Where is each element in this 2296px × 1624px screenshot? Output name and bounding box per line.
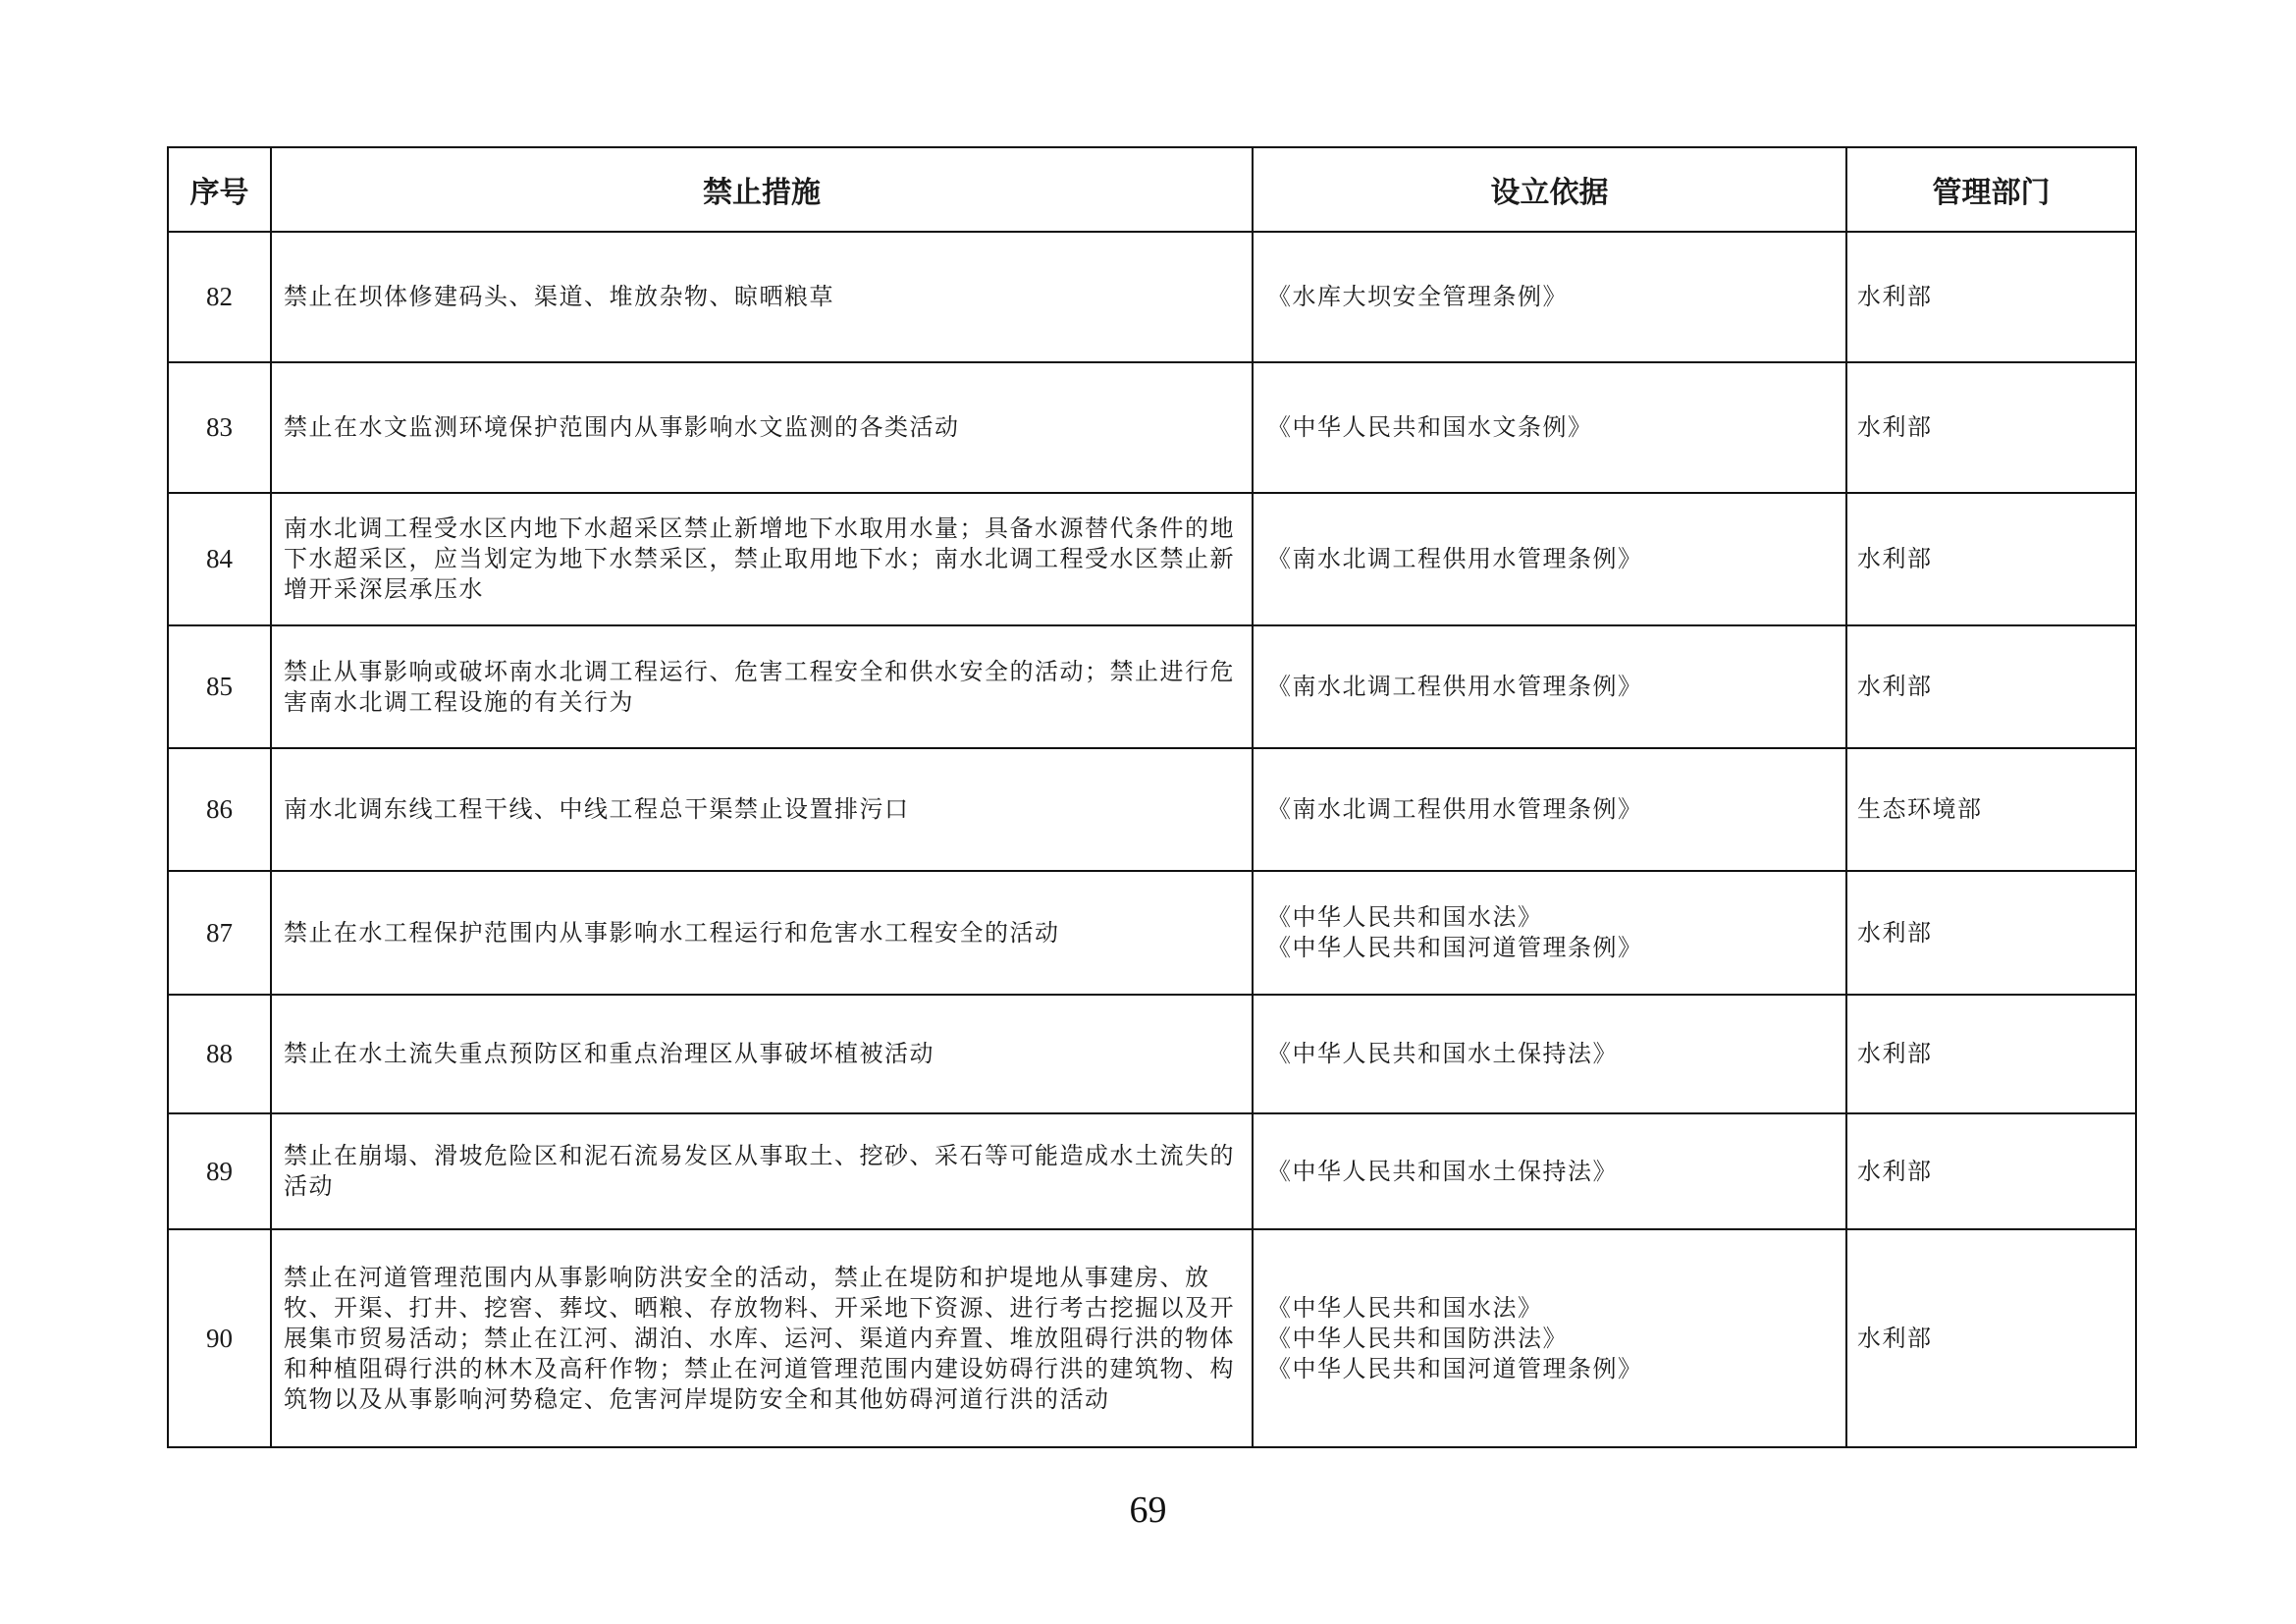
row-dept: 水利部 xyxy=(1846,625,2136,748)
row-dept: 水利部 xyxy=(1846,1229,2136,1447)
row-dept: 生态环境部 xyxy=(1846,748,2136,871)
row-measure: 禁止在崩塌、滑坡危险区和泥石流易发区从事取土、挖砂、采石等可能造成水土流失的活动 xyxy=(271,1113,1253,1229)
row-dept: 水利部 xyxy=(1846,232,2136,362)
basis-line: 《南水北调工程供用水管理条例》 xyxy=(1267,673,1643,700)
basis-line: 《中华人民共和国防洪法》 xyxy=(1267,1324,1568,1352)
table-row xyxy=(168,625,2136,748)
header-basis: 设立依据 xyxy=(1253,147,1846,232)
header-seq: 序号 xyxy=(168,147,271,232)
basis-line: 《中华人民共和国河道管理条例》 xyxy=(1267,934,1643,961)
row-measure: 南水北调东线工程干线、中线工程总干渠禁止设置排污口 xyxy=(271,748,1253,871)
row-measure: 南水北调工程受水区内地下水超采区禁止新增地下水取用水量；具备水源替代条件的地下水超采区，应当划定为地下水禁采区，禁止取用地下水；南水北调工程受水区禁止新增开采深层承压水 xyxy=(271,493,1253,625)
row-measure: 禁止在坝体修建码头、渠道、堆放杂物、晾晒粮草 xyxy=(271,232,1253,362)
basis-line: 《水库大坝安全管理条例》 xyxy=(1267,283,1568,310)
row-basis xyxy=(1253,625,1846,748)
page-number: 69 xyxy=(1129,1489,1167,1531)
table-body xyxy=(168,232,2136,1447)
row-basis xyxy=(1253,995,1846,1113)
row-dept: 水利部 xyxy=(1846,1113,2136,1229)
row-basis xyxy=(1253,232,1846,362)
row-seq: 87 xyxy=(168,871,271,995)
table-row xyxy=(168,493,2136,625)
row-dept: 水利部 xyxy=(1846,362,2136,493)
prohibition-table xyxy=(167,146,2137,1448)
row-measure: 禁止在水工程保护范围内从事影响水工程运行和危害水工程安全的活动 xyxy=(271,871,1253,995)
basis-line: 《中华人民共和国水法》 xyxy=(1267,903,1543,931)
basis-line: 《中华人民共和国水土保持法》 xyxy=(1267,1157,1618,1185)
row-seq: 89 xyxy=(168,1113,271,1229)
row-seq: 86 xyxy=(168,748,271,871)
basis-line: 《南水北调工程供用水管理条例》 xyxy=(1267,795,1643,823)
row-seq: 83 xyxy=(168,362,271,493)
basis-line: 《中华人民共和国水法》 xyxy=(1267,1293,1543,1322)
basis-line: 《中华人民共和国水文条例》 xyxy=(1267,413,1593,441)
header-row xyxy=(168,147,2136,232)
row-measure: 禁止在水文监测环境保护范围内从事影响水文监测的各类活动 xyxy=(271,362,1253,493)
table-row xyxy=(168,995,2136,1113)
row-seq: 84 xyxy=(168,493,271,625)
table-row xyxy=(168,748,2136,871)
row-seq: 88 xyxy=(168,995,271,1113)
row-measure: 禁止在水土流失重点预防区和重点治理区从事破坏植被活动 xyxy=(271,995,1253,1113)
row-basis xyxy=(1253,493,1846,625)
row-basis xyxy=(1253,1113,1846,1229)
row-dept: 水利部 xyxy=(1846,871,2136,995)
table-row xyxy=(168,1113,2136,1229)
row-seq: 90 xyxy=(168,1229,271,1447)
row-basis xyxy=(1253,1229,1846,1447)
table-header xyxy=(168,147,2136,232)
table-row xyxy=(168,362,2136,493)
table-row xyxy=(168,1229,2136,1447)
row-basis xyxy=(1253,871,1846,995)
row-seq: 82 xyxy=(168,232,271,362)
basis-line: 《南水北调工程供用水管理条例》 xyxy=(1267,545,1643,572)
row-dept: 水利部 xyxy=(1846,493,2136,625)
row-seq: 85 xyxy=(168,625,271,748)
row-dept: 水利部 xyxy=(1846,995,2136,1113)
row-measure: 禁止从事影响或破坏南水北调工程运行、危害工程安全和供水安全的活动；禁止进行危害南水北调工程设施的有关行为 xyxy=(271,625,1253,748)
header-dept: 管理部门 xyxy=(1846,147,2136,232)
basis-line: 《中华人民共和国河道管理条例》 xyxy=(1267,1354,1643,1382)
row-basis xyxy=(1253,362,1846,493)
row-basis xyxy=(1253,748,1846,871)
header-measure: 禁止措施 xyxy=(271,147,1253,232)
basis-line: 《中华人民共和国水土保持法》 xyxy=(1267,1040,1618,1067)
table-row xyxy=(168,232,2136,362)
table-row xyxy=(168,871,2136,995)
row-measure: 禁止在河道管理范围内从事影响防洪安全的活动，禁止在堤防和护堤地从事建房、放牧、开渠、打井、挖窖、葬坟、晒粮、存放物料、开采地下资源、进行考古挖掘以及开展集市贸易活动；禁止在江河、湖泊、水库、运河、渠道内弃置、堆放阻碍行洪的物体和种植阻碍行洪的林木及高秆作物；禁止在河道管理范围内建设妨碍行洪的建筑物、构筑物以及从事影响河势稳定、危害河岸堤防安全和其他妨碍河道行洪的活动 xyxy=(271,1229,1253,1447)
